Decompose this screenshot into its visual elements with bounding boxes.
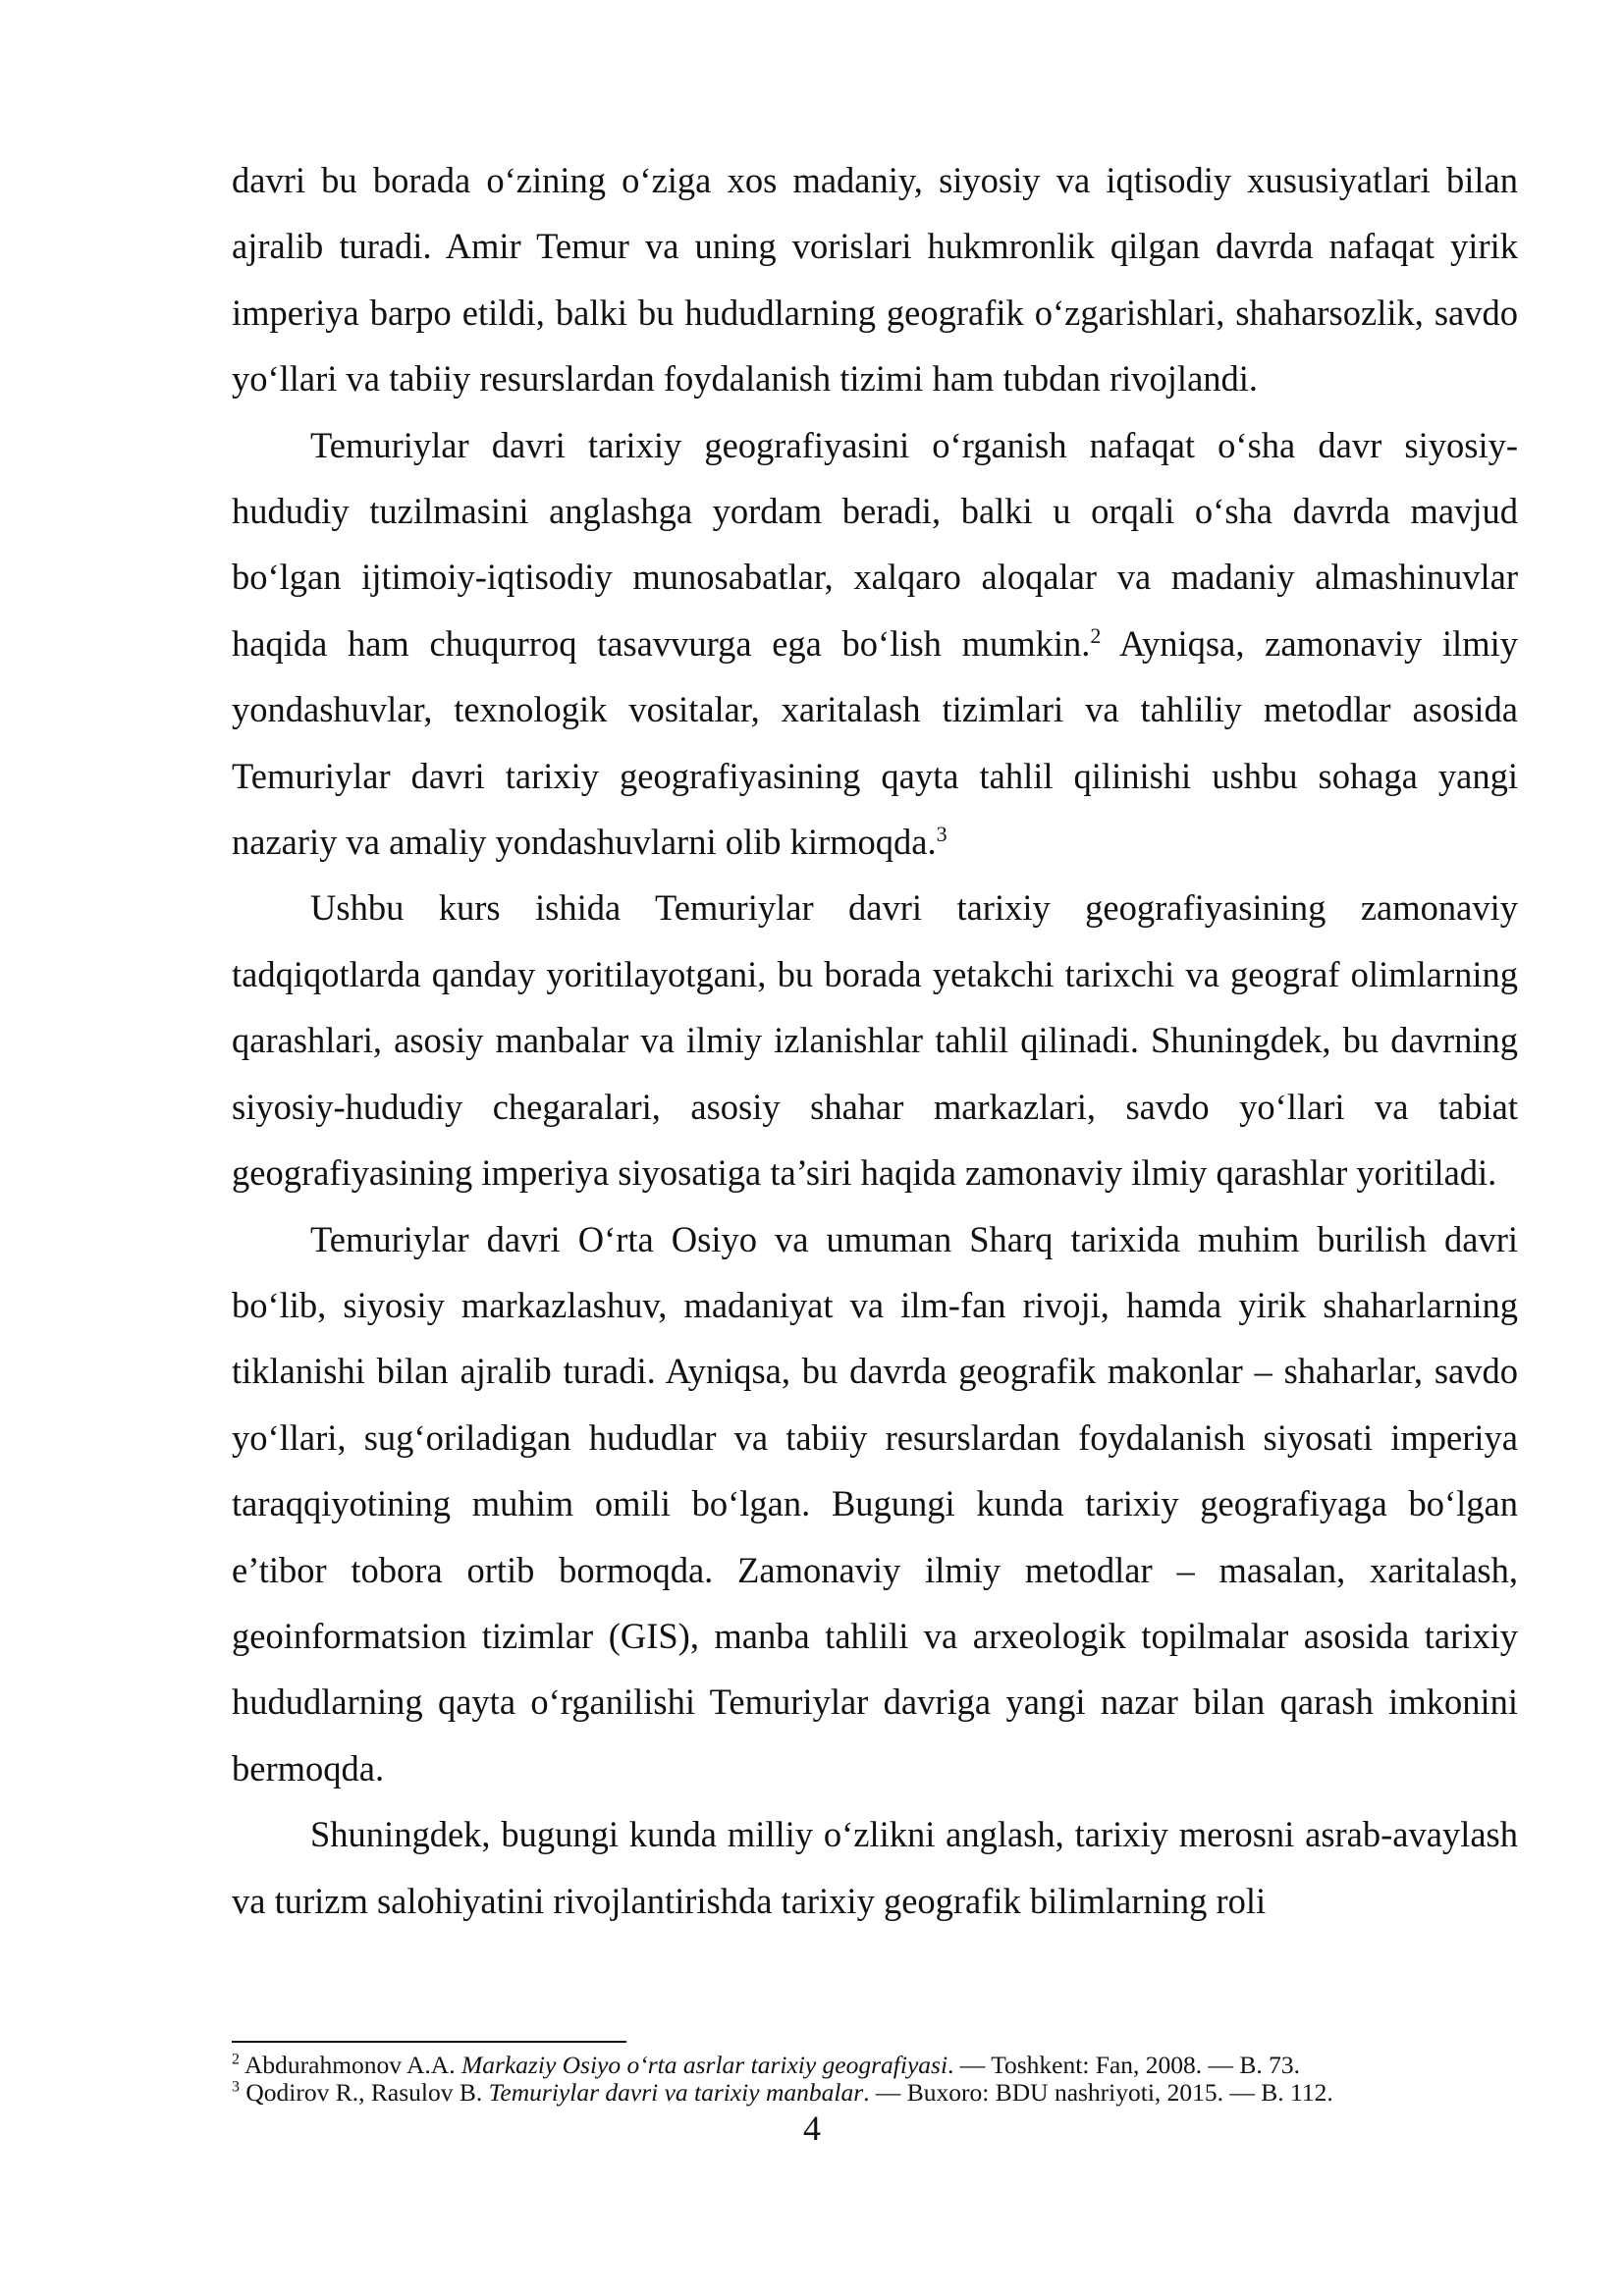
- paragraph: [232, 412, 1518, 876]
- footnote-title: Markaziy Osiyo o‘rta asrlar tarixiy geografiyasi: [460, 2051, 948, 2079]
- footnote-publication: . — Buxoro: BDU nashriyoti, 2015. — B. 112.: [863, 2078, 1333, 2107]
- footnote-title: Temuriylar davri va tarixiy manbalar: [488, 2078, 864, 2107]
- paragraph: [232, 1801, 1518, 1934]
- paragraph-text: davri bu borada o‘zining o‘ziga xos madaniy, siyosiy va iqtisodiy xususiyatlari bilan ajralib turadi. Amir Temur va uning vorislari hukmronlik qilgan davrda nafaqat yirik imperiya barpo etildi, balki bu hududlarning geografik o‘zgarishlari, shaharsozlik, savdo yo‘llari va tabiiy resurslardan foydalanish tizimi ham tubdan rivojlandi.: [232, 160, 1518, 400]
- page-number: 4: [803, 2109, 821, 2148]
- paragraph: [232, 875, 1518, 1205]
- body-text: [232, 147, 1518, 1934]
- footnote-publication: . — Toshkent: Fan, 2008. — B. 73.: [947, 2051, 1301, 2079]
- paragraph-text: Ayniqsa, zamonaviy ilmiy yondashuvlar, texnologik vositalar, xaritalash tizimlari va tahliliy metodlar asosida Temuriylar davri tarixiy geografiyasining qayta tahlil qilinishi ushbu sohaga yangi nazariy va amaliy yondashuvlarni olib kirmoqda.: [232, 622, 1518, 863]
- footnote-author: Qodirov R., Rasulov B.: [245, 2078, 483, 2107]
- footnotes: [232, 2052, 1518, 2107]
- paragraph-text: Temuriylar davri O‘rta Osiyo va umuman Sharq tarixida muhim burilish davri bo‘lib, siyosiy markazlashuv, madaniyat va ilm-fan rivoji, hamda yirik shaharlarning tiklanishi bilan ajralib turadi. Ayniqsa, bu davrda geografik makonlar – shaharlar, savdo yo‘llari, sug‘oriladigan hududlar va tabiiy resurslardan foydalanish siyosati imperiya taraqqiyotining muhim omili bo‘lgan. Bugungi kunda tarixiy geografiyaga bo‘lgan e’tibor tobora ortib bormoqda. Zamonaviy ilmiy metodlar – masalan, xaritalash, geoinformatsion tizimlar (GIS), manba tahlili va arxeologik topilmalar asosida tarixiy hududlarning qayta o‘rganilishi Temuriylar davriga yangi nazar bilan qarash imkonini bermoqda.: [232, 1218, 1518, 1789]
- footnote-number: 3: [232, 2078, 240, 2096]
- footnote: [232, 2079, 1518, 2107]
- footnote-author: Abdurahmonov A.A.: [244, 2051, 456, 2079]
- paragraph-text: Temuriylar davri tarixiy geografiyasini o‘rganish nafaqat o‘sha davr siyosiy-hududiy tuzilmasini anglashga yordam beradi, balki u orqali o‘sha davrda mavjud bo‘lgan ijtimoiy-iqtisodiy munosabatlar, xalqaro aloqalar va madaniy almashinuvlar haqida ham chuqurroq tasavvurga ega bo‘lish mumkin.: [232, 424, 1518, 664]
- footnote-number: 2: [232, 2051, 240, 2068]
- paragraph-text: Ushbu kurs ishida Temuriylar davri tarixiy geografiyasining zamonaviy tadqiqotlarda qanday yoritilayotgani, bu borada yetakchi tarixchi va geograf olimlarning qarashlari, asosiy manbalar va ilmiy izlanishlar tahlil qilinadi. Shuningdek, bu davrning siyosiy-hududiy chegaralari, asosiy shahar markazlari, savdo yo‘llari va tabiat geografiyasining imperiya siyosatiga ta’siri haqida zamonaviy ilmiy qarashlar yoritiladi.: [232, 887, 1518, 1194]
- footnote: [232, 2052, 1518, 2079]
- paragraph: [232, 147, 1518, 412]
- paragraph-text: Shuningdek, bugungi kunda milliy o‘zlikni anglash, tarixiy merosni asrab-avaylash va turizm salohiyatini rivojlantirishda tarixiy geografik bilimlarning roli: [232, 1814, 1518, 1921]
- footnote-reference: 2: [1090, 622, 1102, 648]
- footnote-separator: [232, 2041, 626, 2043]
- paragraph: [232, 1206, 1518, 1802]
- footnote-reference: 3: [936, 821, 947, 846]
